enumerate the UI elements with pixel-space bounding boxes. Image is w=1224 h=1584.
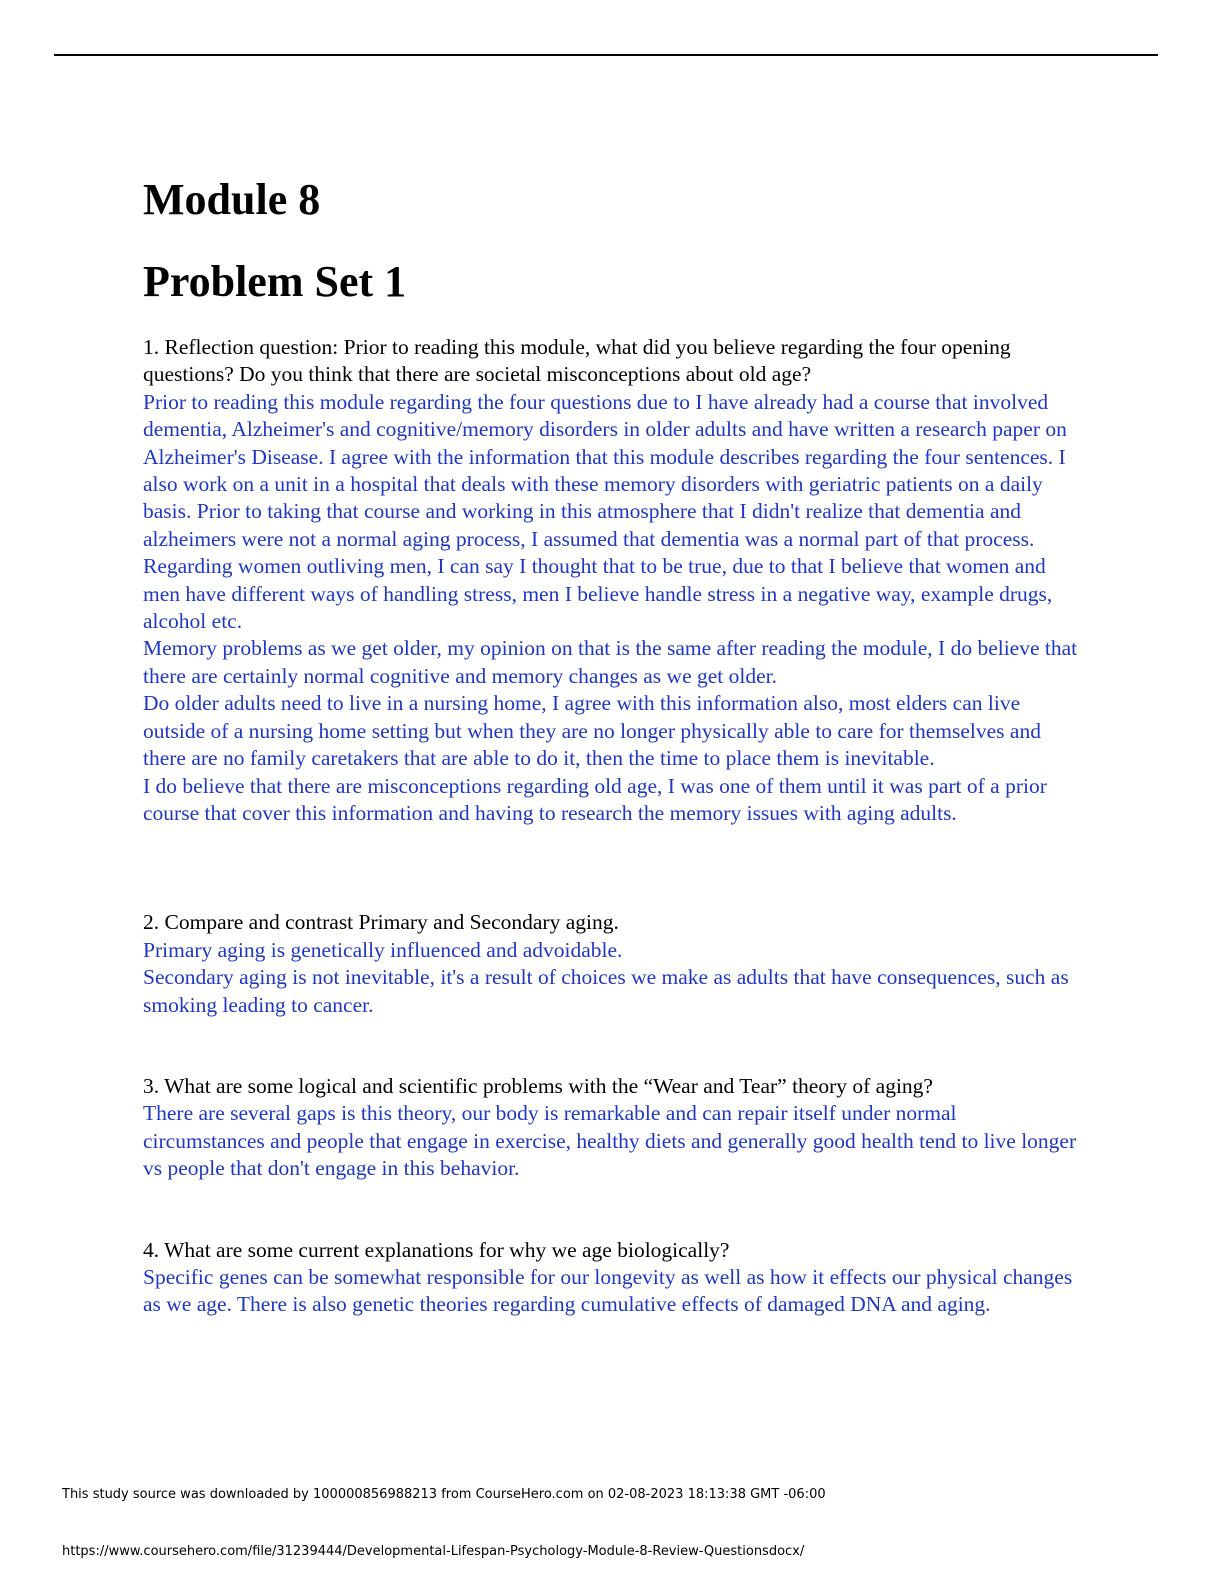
source-url[interactable]: https://www.coursehero.com/file/31239444/Developmental-Lifespan-Psychology-Module-8-Review-Questionsdocx/ — [62, 1544, 805, 1559]
question-1: 1. Reflection question: Prior to reading this module, what did you believe regarding the four opening questions? Do you think that there are societal misconceptions about old age? — [143, 335, 1011, 387]
download-source-note: This study source was downloaded by 100000856988213 from CourseHero.com on 02-08-2023 18:13:38 GMT -06:00 — [62, 1487, 826, 1502]
problem-set-title: Problem Set 1 — [143, 257, 407, 306]
answer-1-paragraph-4: I do believe that there are misconceptions regarding old age, I was one of them until it was part of a prior course that cover this information and having to research the memory issues with aging adults. — [143, 773, 1047, 825]
answer-3-paragraph-1: There are several gaps is this theory, our body is remarkable and can repair itself under normal circumstances and people that engage in exercise, healthy diets and generally good health tend to live longer vs people that don't engage in this behavior. — [143, 1101, 1077, 1181]
question-block-3 — [143, 1073, 1083, 1183]
question-4: 4. What are some current explanations for why we age biologically? — [143, 1237, 730, 1262]
question-block-2 — [143, 909, 1083, 1019]
module-title: Module 8 — [143, 175, 321, 224]
document-body — [143, 170, 1083, 1319]
question-2: 2. Compare and contrast Primary and Secondary aging. — [143, 910, 619, 935]
answer-1-paragraph-1: Prior to reading this module regarding the four questions due to I have already had a course that involved dementia, Alzheimer's and cognitive/memory disorders in older adults and have written a research paper on Alzheimer's Disease. I agree with the information that this module describes regarding the four sentences. I also work on a unit in a hospital that deals with these memory disorders with geriatric patients on a daily basis. Prior to taking that course and working in this atmosphere that I didn't realize that dementia and alzheimers were not a normal aging process, I assumed that dementia was a normal part of that process. Regarding women outliving men, I can say I thought that to be true, due to that I believe that women and men have different ways of handling stress, men I believe handle stress in a negative way, example drugs, alcohol etc. — [143, 389, 1067, 634]
question-block-1 — [143, 334, 1083, 827]
answer-2-paragraph-2: Secondary aging is not inevitable, it's a result of choices we make as adults that have consequences, such as smoking leading to cancer. — [143, 965, 1069, 1017]
question-block-4 — [143, 1237, 1083, 1319]
answer-2-paragraph-1: Primary aging is genetically influenced and advoidable. — [143, 937, 623, 962]
answer-1-paragraph-2: Memory problems as we get older, my opinion on that is the same after reading the module, I do believe that there are certainly normal cognitive and memory changes as we get older. — [143, 636, 1078, 688]
header-rule — [54, 54, 1158, 56]
question-3: 3. What are some logical and scientific problems with the “Wear and Tear” theory of aging? — [143, 1073, 933, 1098]
answer-4-paragraph-1: Specific genes can be somewhat responsible for our longevity as well as how it effects our physical changes as we age. There is also genetic theories regarding cumulative effects of damaged DNA and aging. — [143, 1264, 1073, 1317]
answer-1-paragraph-3: Do older adults need to live in a nursing home, I agree with this information also, most elders can live outside of a nursing home setting but when they are no longer physically able to care for themselves and there are no family caretakers that are able to do it, then the time to place them is inevitable. — [143, 691, 1041, 771]
